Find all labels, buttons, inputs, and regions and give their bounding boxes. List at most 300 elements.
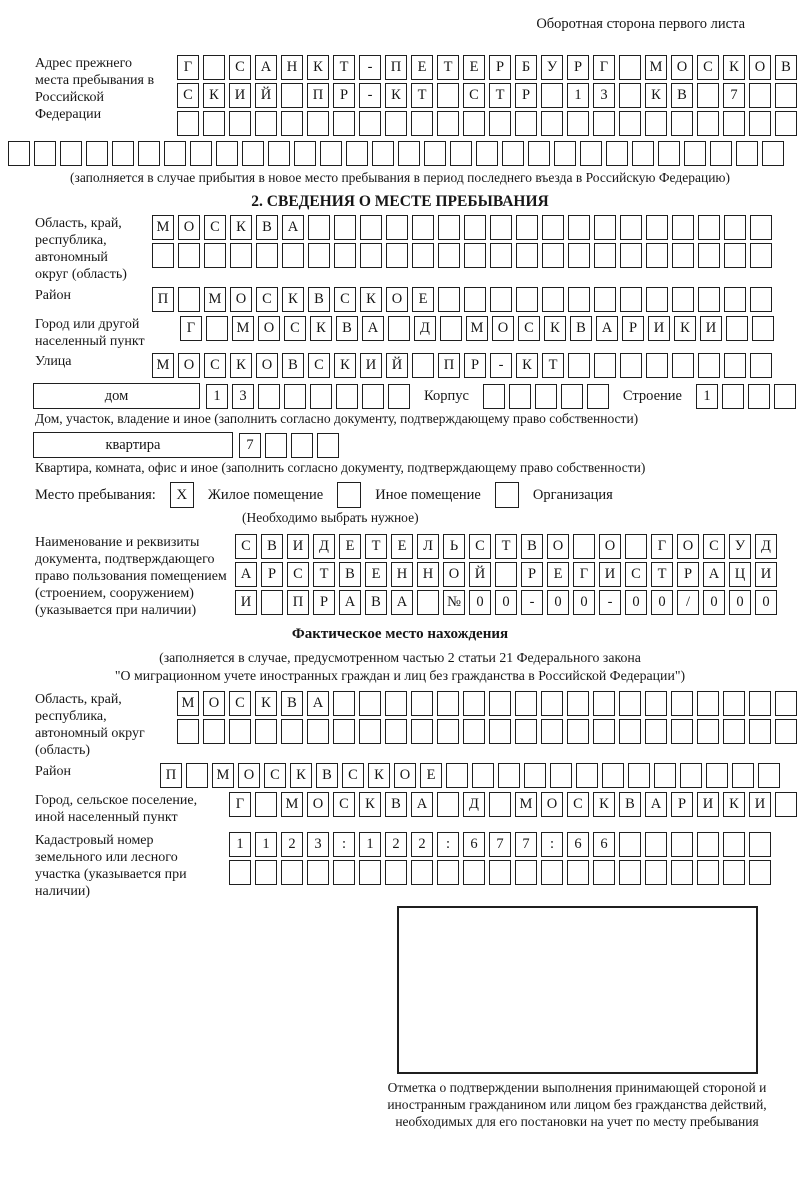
form-cell[interactable]: В bbox=[336, 316, 358, 341]
form-cell[interactable] bbox=[568, 353, 590, 378]
form-cell[interactable]: 0 bbox=[729, 590, 751, 615]
form-cell[interactable] bbox=[216, 141, 238, 166]
form-cell[interactable] bbox=[490, 287, 512, 312]
form-cell[interactable] bbox=[362, 384, 384, 409]
form-cell[interactable] bbox=[697, 860, 719, 885]
form-cell[interactable] bbox=[620, 243, 642, 268]
form-cell[interactable] bbox=[417, 590, 439, 615]
form-cell[interactable] bbox=[437, 83, 459, 108]
form-cell[interactable]: А bbox=[362, 316, 384, 341]
form-cell[interactable]: И bbox=[360, 353, 382, 378]
form-cell[interactable]: 6 bbox=[463, 832, 485, 857]
form-cell[interactable]: А bbox=[391, 590, 413, 615]
form-cell[interactable]: И bbox=[700, 316, 722, 341]
form-cell[interactable] bbox=[671, 860, 693, 885]
form-cell[interactable] bbox=[359, 719, 381, 744]
form-cell[interactable] bbox=[516, 215, 538, 240]
form-cell[interactable] bbox=[749, 832, 771, 857]
form-cell[interactable] bbox=[672, 287, 694, 312]
form-cell[interactable] bbox=[346, 141, 368, 166]
form-cell[interactable] bbox=[775, 691, 797, 716]
form-cell[interactable] bbox=[372, 141, 394, 166]
checkbox-organizatsiya[interactable] bbox=[495, 482, 519, 508]
form-cell[interactable] bbox=[386, 215, 408, 240]
form-cell[interactable]: О bbox=[541, 792, 563, 817]
form-cell[interactable] bbox=[671, 719, 693, 744]
form-cell[interactable]: Е bbox=[420, 763, 442, 788]
form-cell[interactable]: С bbox=[235, 534, 257, 559]
form-cell[interactable] bbox=[646, 215, 668, 240]
form-cell[interactable]: О bbox=[677, 534, 699, 559]
form-cell[interactable] bbox=[385, 719, 407, 744]
form-cell[interactable] bbox=[698, 287, 720, 312]
form-cell[interactable] bbox=[8, 141, 30, 166]
form-cell[interactable]: С bbox=[229, 691, 251, 716]
form-cell[interactable]: О bbox=[178, 353, 200, 378]
form-cell[interactable]: Е bbox=[463, 55, 485, 80]
form-cell[interactable] bbox=[698, 215, 720, 240]
form-cell[interactable]: В bbox=[308, 287, 330, 312]
form-cell[interactable] bbox=[34, 141, 56, 166]
form-cell[interactable]: А bbox=[255, 55, 277, 80]
form-cell[interactable]: Р bbox=[671, 792, 693, 817]
form-cell[interactable]: Р bbox=[313, 590, 335, 615]
form-cell[interactable]: Ц bbox=[729, 562, 751, 587]
form-cell[interactable]: О bbox=[394, 763, 416, 788]
form-cell[interactable] bbox=[476, 141, 498, 166]
form-cell[interactable] bbox=[568, 287, 590, 312]
form-cell[interactable] bbox=[645, 860, 667, 885]
form-cell[interactable] bbox=[567, 719, 589, 744]
form-cell[interactable] bbox=[775, 83, 797, 108]
form-cell[interactable] bbox=[524, 763, 546, 788]
form-cell[interactable]: В bbox=[521, 534, 543, 559]
form-cell[interactable]: А bbox=[596, 316, 618, 341]
form-cell[interactable] bbox=[541, 719, 563, 744]
form-cell[interactable] bbox=[658, 141, 680, 166]
form-cell[interactable] bbox=[256, 243, 278, 268]
form-cell[interactable] bbox=[620, 215, 642, 240]
form-cell[interactable]: Р bbox=[489, 55, 511, 80]
form-cell[interactable]: - bbox=[521, 590, 543, 615]
form-cell[interactable] bbox=[334, 215, 356, 240]
form-cell[interactable] bbox=[645, 832, 667, 857]
form-cell[interactable] bbox=[203, 719, 225, 744]
form-cell[interactable]: Ь bbox=[443, 534, 465, 559]
form-cell[interactable]: Р bbox=[567, 55, 589, 80]
form-cell[interactable]: 1 bbox=[255, 832, 277, 857]
form-cell[interactable] bbox=[359, 691, 381, 716]
form-cell[interactable]: 3 bbox=[307, 832, 329, 857]
form-cell[interactable] bbox=[515, 111, 537, 136]
form-cell[interactable]: О bbox=[178, 215, 200, 240]
form-cell[interactable]: Р bbox=[333, 83, 355, 108]
form-cell[interactable]: И bbox=[749, 792, 771, 817]
form-cell[interactable]: Д bbox=[463, 792, 485, 817]
form-cell[interactable] bbox=[440, 316, 462, 341]
form-cell[interactable]: С bbox=[308, 353, 330, 378]
form-cell[interactable] bbox=[333, 691, 355, 716]
form-cell[interactable]: А bbox=[282, 215, 304, 240]
form-cell[interactable]: К bbox=[645, 83, 667, 108]
form-cell[interactable]: К bbox=[310, 316, 332, 341]
form-cell[interactable]: - bbox=[490, 353, 512, 378]
form-cell[interactable] bbox=[307, 111, 329, 136]
form-cell[interactable] bbox=[568, 243, 590, 268]
form-cell[interactable]: О bbox=[307, 792, 329, 817]
form-cell[interactable]: Р bbox=[261, 562, 283, 587]
form-cell[interactable]: 0 bbox=[547, 590, 569, 615]
form-cell[interactable] bbox=[438, 243, 460, 268]
form-cell[interactable]: С bbox=[697, 55, 719, 80]
form-cell[interactable]: К bbox=[593, 792, 615, 817]
form-cell[interactable] bbox=[671, 691, 693, 716]
form-cell[interactable] bbox=[463, 860, 485, 885]
form-cell[interactable]: В bbox=[316, 763, 338, 788]
form-cell[interactable] bbox=[619, 111, 641, 136]
form-cell[interactable] bbox=[697, 111, 719, 136]
form-cell[interactable] bbox=[576, 763, 598, 788]
form-cell[interactable]: 1 bbox=[206, 384, 228, 409]
form-cell[interactable]: М bbox=[152, 215, 174, 240]
form-cell[interactable] bbox=[749, 111, 771, 136]
form-cell[interactable] bbox=[203, 55, 225, 80]
form-cell[interactable] bbox=[186, 763, 208, 788]
form-cell[interactable] bbox=[411, 860, 433, 885]
form-cell[interactable] bbox=[438, 287, 460, 312]
form-cell[interactable] bbox=[724, 353, 746, 378]
form-cell[interactable]: А bbox=[645, 792, 667, 817]
form-cell[interactable] bbox=[450, 141, 472, 166]
form-cell[interactable]: П bbox=[287, 590, 309, 615]
form-cell[interactable]: И bbox=[599, 562, 621, 587]
form-cell[interactable] bbox=[528, 141, 550, 166]
form-cell[interactable]: 0 bbox=[495, 590, 517, 615]
form-cell[interactable] bbox=[398, 141, 420, 166]
form-cell[interactable] bbox=[437, 111, 459, 136]
form-cell[interactable] bbox=[710, 141, 732, 166]
form-cell[interactable]: Е bbox=[339, 534, 361, 559]
form-cell[interactable] bbox=[620, 353, 642, 378]
form-cell[interactable]: О bbox=[749, 55, 771, 80]
form-cell[interactable] bbox=[86, 141, 108, 166]
form-cell[interactable]: 0 bbox=[703, 590, 725, 615]
form-cell[interactable] bbox=[541, 691, 563, 716]
form-cell[interactable]: О bbox=[492, 316, 514, 341]
form-cell[interactable] bbox=[308, 215, 330, 240]
form-cell[interactable] bbox=[385, 691, 407, 716]
form-cell[interactable]: И bbox=[287, 534, 309, 559]
form-cell[interactable] bbox=[645, 719, 667, 744]
form-cell[interactable] bbox=[463, 111, 485, 136]
form-cell[interactable]: В bbox=[619, 792, 641, 817]
form-cell[interactable] bbox=[749, 719, 771, 744]
form-cell[interactable] bbox=[602, 763, 624, 788]
form-cell[interactable]: 0 bbox=[625, 590, 647, 615]
form-cell[interactable]: Г bbox=[651, 534, 673, 559]
form-cell[interactable] bbox=[698, 243, 720, 268]
form-cell[interactable] bbox=[60, 141, 82, 166]
form-cell[interactable]: К bbox=[516, 353, 538, 378]
form-cell[interactable] bbox=[672, 243, 694, 268]
form-cell[interactable] bbox=[726, 316, 748, 341]
form-cell[interactable]: 1 bbox=[567, 83, 589, 108]
form-cell[interactable]: М bbox=[177, 691, 199, 716]
form-cell[interactable]: С bbox=[229, 55, 251, 80]
form-cell[interactable] bbox=[671, 832, 693, 857]
form-cell[interactable] bbox=[542, 215, 564, 240]
form-cell[interactable]: И bbox=[755, 562, 777, 587]
form-cell[interactable] bbox=[697, 832, 719, 857]
form-cell[interactable]: Р bbox=[677, 562, 699, 587]
form-cell[interactable] bbox=[750, 287, 772, 312]
form-cell[interactable] bbox=[281, 83, 303, 108]
form-cell[interactable]: С bbox=[703, 534, 725, 559]
form-cell[interactable] bbox=[333, 860, 355, 885]
form-cell[interactable]: 2 bbox=[385, 832, 407, 857]
form-cell[interactable]: С bbox=[625, 562, 647, 587]
form-cell[interactable] bbox=[204, 243, 226, 268]
form-cell[interactable]: П bbox=[152, 287, 174, 312]
form-cell[interactable]: К bbox=[723, 55, 745, 80]
form-cell[interactable] bbox=[684, 141, 706, 166]
form-cell[interactable]: - bbox=[359, 83, 381, 108]
form-cell[interactable]: / bbox=[677, 590, 699, 615]
form-cell[interactable] bbox=[333, 111, 355, 136]
form-cell[interactable]: Т bbox=[651, 562, 673, 587]
form-cell[interactable] bbox=[229, 860, 251, 885]
form-cell[interactable] bbox=[310, 384, 332, 409]
form-cell[interactable] bbox=[758, 763, 780, 788]
form-cell[interactable] bbox=[281, 111, 303, 136]
form-cell[interactable] bbox=[385, 111, 407, 136]
form-cell[interactable]: М bbox=[281, 792, 303, 817]
form-cell[interactable] bbox=[515, 860, 537, 885]
form-cell[interactable] bbox=[446, 763, 468, 788]
form-cell[interactable]: С bbox=[284, 316, 306, 341]
form-cell[interactable]: К bbox=[203, 83, 225, 108]
form-cell[interactable] bbox=[561, 384, 583, 409]
form-cell[interactable] bbox=[775, 111, 797, 136]
form-cell[interactable]: С bbox=[256, 287, 278, 312]
form-cell[interactable] bbox=[645, 691, 667, 716]
form-cell[interactable]: Й bbox=[469, 562, 491, 587]
form-cell[interactable] bbox=[541, 111, 563, 136]
form-cell[interactable] bbox=[489, 691, 511, 716]
form-cell[interactable] bbox=[645, 111, 667, 136]
form-cell[interactable] bbox=[568, 215, 590, 240]
form-cell[interactable]: О bbox=[238, 763, 260, 788]
form-cell[interactable] bbox=[360, 243, 382, 268]
form-cell[interactable]: Е bbox=[365, 562, 387, 587]
form-cell[interactable]: Р bbox=[622, 316, 644, 341]
form-cell[interactable] bbox=[489, 719, 511, 744]
form-cell[interactable]: С bbox=[567, 792, 589, 817]
form-cell[interactable]: С bbox=[204, 215, 226, 240]
form-cell[interactable] bbox=[732, 763, 754, 788]
form-cell[interactable]: О bbox=[386, 287, 408, 312]
form-cell[interactable] bbox=[672, 353, 694, 378]
form-cell[interactable]: С bbox=[204, 353, 226, 378]
form-cell[interactable] bbox=[483, 384, 505, 409]
form-cell[interactable]: Й bbox=[386, 353, 408, 378]
form-cell[interactable] bbox=[255, 792, 277, 817]
form-cell[interactable] bbox=[490, 215, 512, 240]
form-cell[interactable] bbox=[258, 384, 280, 409]
form-cell[interactable]: - bbox=[359, 55, 381, 80]
form-cell[interactable]: П bbox=[160, 763, 182, 788]
form-cell[interactable] bbox=[619, 691, 641, 716]
form-cell[interactable]: К bbox=[230, 353, 252, 378]
form-cell[interactable] bbox=[646, 287, 668, 312]
form-cell[interactable]: П bbox=[438, 353, 460, 378]
form-cell[interactable] bbox=[336, 384, 358, 409]
form-cell[interactable]: 7 bbox=[723, 83, 745, 108]
form-cell[interactable] bbox=[632, 141, 654, 166]
form-cell[interactable] bbox=[359, 111, 381, 136]
form-cell[interactable] bbox=[697, 719, 719, 744]
form-cell[interactable]: М bbox=[204, 287, 226, 312]
form-cell[interactable]: И bbox=[648, 316, 670, 341]
form-cell[interactable]: К bbox=[290, 763, 312, 788]
form-cell[interactable] bbox=[587, 384, 609, 409]
form-cell[interactable]: К bbox=[723, 792, 745, 817]
form-cell[interactable]: 7 bbox=[239, 433, 261, 458]
form-cell[interactable] bbox=[178, 243, 200, 268]
form-cell[interactable]: 3 bbox=[232, 384, 254, 409]
form-cell[interactable] bbox=[748, 384, 770, 409]
form-cell[interactable]: № bbox=[443, 590, 465, 615]
form-cell[interactable] bbox=[360, 215, 382, 240]
form-cell[interactable]: Т bbox=[495, 534, 517, 559]
form-cell[interactable] bbox=[625, 534, 647, 559]
form-cell[interactable] bbox=[593, 691, 615, 716]
form-cell[interactable] bbox=[554, 141, 576, 166]
form-cell[interactable] bbox=[388, 384, 410, 409]
form-cell[interactable]: : bbox=[541, 832, 563, 857]
form-cell[interactable] bbox=[489, 111, 511, 136]
form-cell[interactable] bbox=[541, 860, 563, 885]
form-cell[interactable]: В bbox=[365, 590, 387, 615]
form-cell[interactable] bbox=[502, 141, 524, 166]
form-cell[interactable] bbox=[464, 287, 486, 312]
form-cell[interactable]: Д bbox=[414, 316, 436, 341]
form-cell[interactable]: 7 bbox=[515, 832, 537, 857]
form-cell[interactable]: О bbox=[443, 562, 465, 587]
form-cell[interactable] bbox=[723, 832, 745, 857]
form-cell[interactable] bbox=[646, 243, 668, 268]
form-cell[interactable] bbox=[317, 433, 339, 458]
form-cell[interactable] bbox=[628, 763, 650, 788]
form-cell[interactable] bbox=[386, 243, 408, 268]
form-cell[interactable]: У bbox=[541, 55, 563, 80]
form-cell[interactable]: А bbox=[411, 792, 433, 817]
form-cell[interactable]: О bbox=[671, 55, 693, 80]
form-cell[interactable]: 6 bbox=[567, 832, 589, 857]
form-cell[interactable]: : bbox=[333, 832, 355, 857]
form-cell[interactable] bbox=[736, 141, 758, 166]
form-cell[interactable]: С bbox=[518, 316, 540, 341]
form-cell[interactable]: В bbox=[339, 562, 361, 587]
form-cell[interactable] bbox=[698, 353, 720, 378]
form-cell[interactable]: М bbox=[515, 792, 537, 817]
form-cell[interactable]: 0 bbox=[573, 590, 595, 615]
form-cell[interactable] bbox=[203, 111, 225, 136]
form-cell[interactable]: М bbox=[212, 763, 234, 788]
form-cell[interactable]: К bbox=[544, 316, 566, 341]
checkbox-inoe-pomeshchenie[interactable] bbox=[337, 482, 361, 508]
form-cell[interactable]: М bbox=[232, 316, 254, 341]
form-cell[interactable] bbox=[411, 111, 433, 136]
form-cell[interactable]: В bbox=[775, 55, 797, 80]
form-cell[interactable] bbox=[515, 719, 537, 744]
form-cell[interactable]: П bbox=[307, 83, 329, 108]
form-cell[interactable]: Р bbox=[515, 83, 537, 108]
form-cell[interactable]: К bbox=[334, 353, 356, 378]
form-cell[interactable] bbox=[619, 83, 641, 108]
form-cell[interactable]: Г bbox=[593, 55, 615, 80]
form-cell[interactable]: И bbox=[235, 590, 257, 615]
form-cell[interactable] bbox=[593, 111, 615, 136]
form-cell[interactable]: 3 bbox=[593, 83, 615, 108]
form-cell[interactable] bbox=[573, 534, 595, 559]
form-cell[interactable]: К bbox=[368, 763, 390, 788]
form-cell[interactable]: Б bbox=[515, 55, 537, 80]
form-cell[interactable] bbox=[516, 287, 538, 312]
form-cell[interactable]: К bbox=[255, 691, 277, 716]
form-cell[interactable] bbox=[412, 215, 434, 240]
form-cell[interactable] bbox=[190, 141, 212, 166]
form-cell[interactable]: П bbox=[385, 55, 407, 80]
form-cell[interactable] bbox=[282, 243, 304, 268]
form-cell[interactable]: 2 bbox=[411, 832, 433, 857]
form-cell[interactable]: С bbox=[287, 562, 309, 587]
form-cell[interactable] bbox=[654, 763, 676, 788]
form-cell[interactable]: А bbox=[339, 590, 361, 615]
form-cell[interactable] bbox=[594, 215, 616, 240]
form-cell[interactable] bbox=[177, 111, 199, 136]
form-cell[interactable]: К bbox=[674, 316, 696, 341]
form-cell[interactable]: Т bbox=[365, 534, 387, 559]
form-cell[interactable] bbox=[775, 792, 797, 817]
form-cell[interactable] bbox=[619, 719, 641, 744]
form-cell[interactable]: Е bbox=[391, 534, 413, 559]
form-cell[interactable]: Г bbox=[229, 792, 251, 817]
form-cell[interactable] bbox=[680, 763, 702, 788]
form-cell[interactable] bbox=[750, 353, 772, 378]
form-cell[interactable] bbox=[620, 287, 642, 312]
form-cell[interactable]: С bbox=[264, 763, 286, 788]
form-cell[interactable] bbox=[775, 719, 797, 744]
form-cell[interactable]: Т bbox=[542, 353, 564, 378]
form-cell[interactable]: Т bbox=[411, 83, 433, 108]
form-cell[interactable] bbox=[490, 243, 512, 268]
form-cell[interactable]: В bbox=[671, 83, 693, 108]
form-cell[interactable] bbox=[495, 562, 517, 587]
form-cell[interactable] bbox=[463, 691, 485, 716]
form-cell[interactable] bbox=[724, 215, 746, 240]
form-cell[interactable] bbox=[724, 287, 746, 312]
form-cell[interactable] bbox=[437, 860, 459, 885]
form-cell[interactable] bbox=[594, 287, 616, 312]
form-cell[interactable] bbox=[750, 215, 772, 240]
form-cell[interactable]: В bbox=[261, 534, 283, 559]
form-cell[interactable] bbox=[723, 719, 745, 744]
form-cell[interactable] bbox=[749, 691, 771, 716]
form-cell[interactable] bbox=[672, 215, 694, 240]
form-cell[interactable]: В bbox=[282, 353, 304, 378]
form-cell[interactable] bbox=[593, 860, 615, 885]
